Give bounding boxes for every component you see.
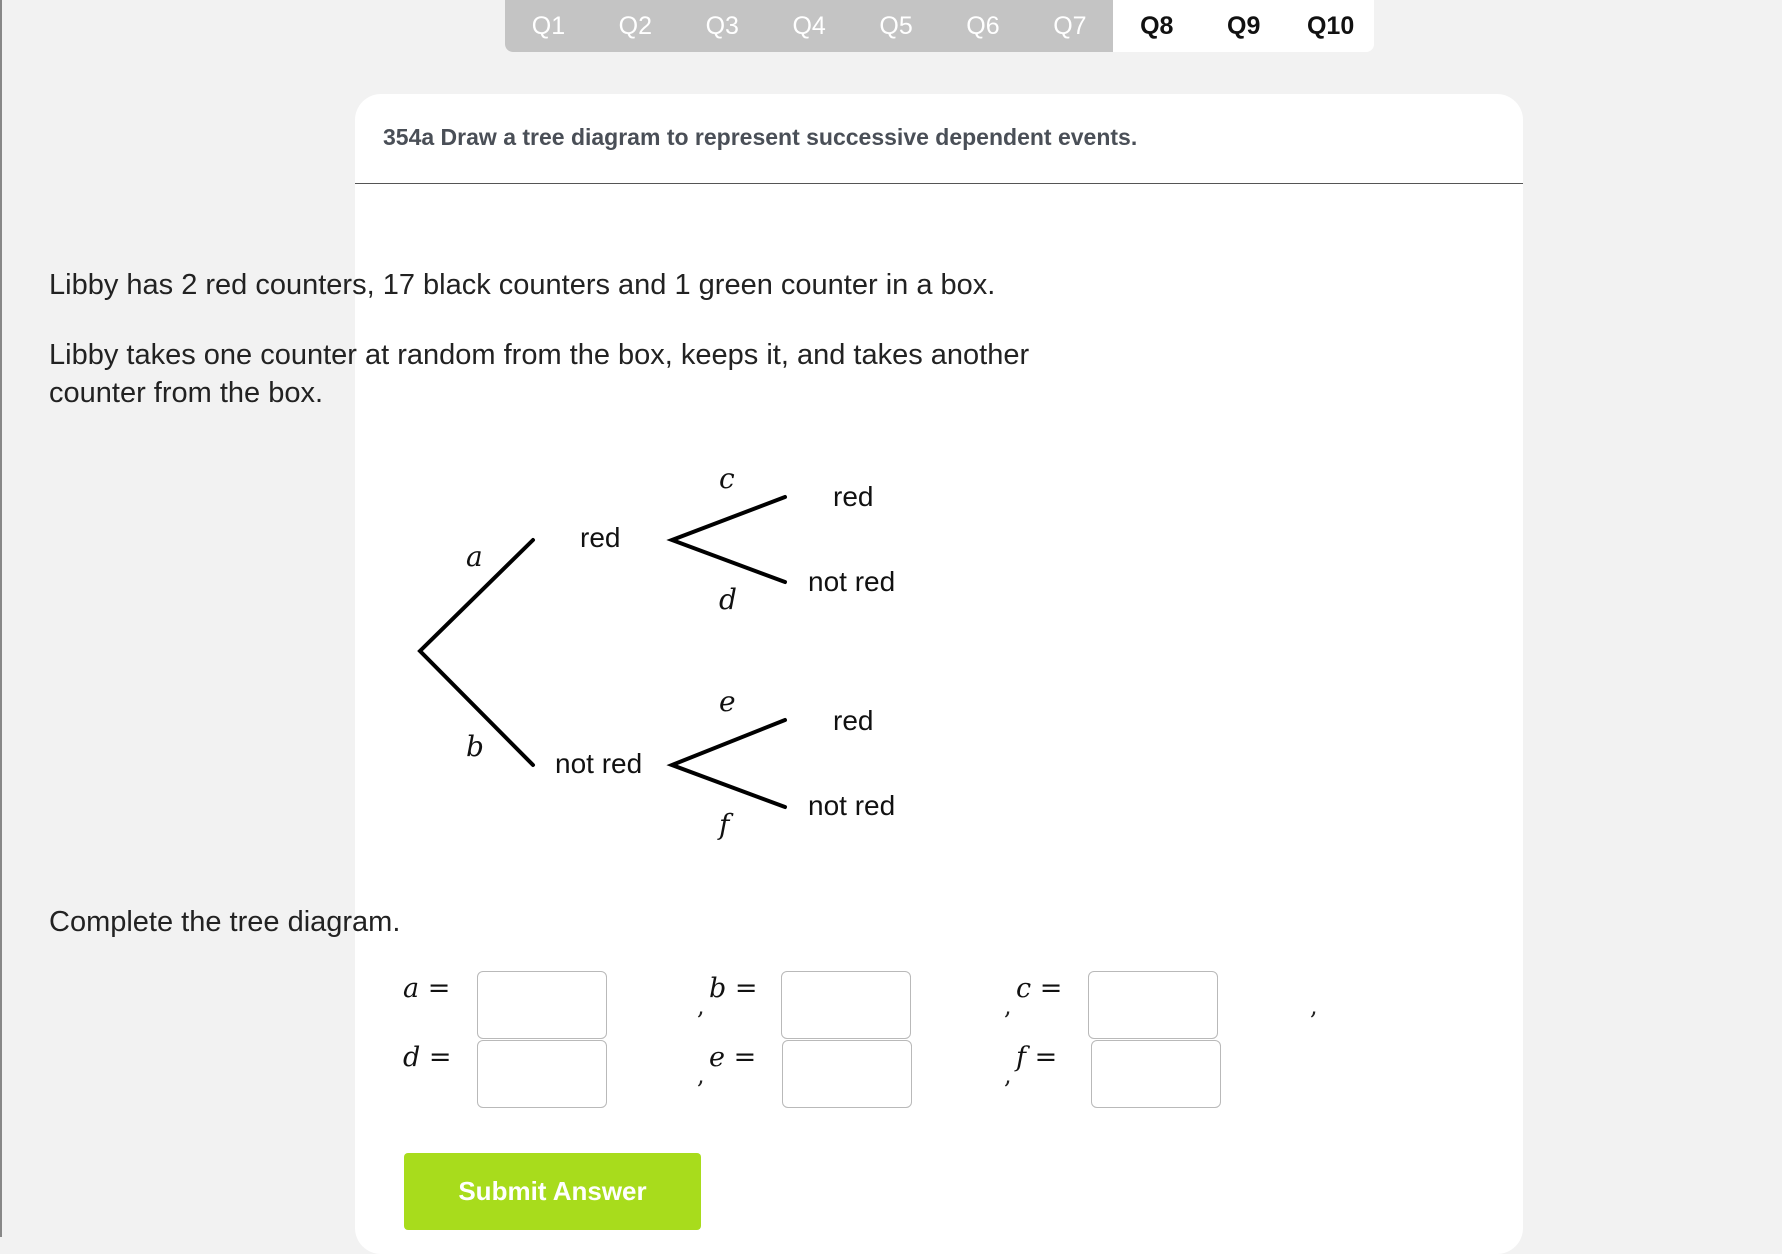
tab-q2[interactable]: Q2 (592, 0, 679, 52)
instruction-text: Complete the tree diagram. (49, 906, 401, 938)
tree-label-not-red-then-not-red: not red (808, 790, 896, 821)
answer-label-a: a = (403, 973, 451, 1004)
second-branch-bottom-lines (672, 720, 785, 807)
answer-label-d: d = (403, 1042, 452, 1073)
tree-label-red-then-not-red: not red (808, 566, 896, 597)
question-title: 354a Draw a tree diagram to represent successive dependent events. (383, 124, 1138, 150)
separator-comma: , (697, 1061, 705, 1089)
tab-q7[interactable]: Q7 (1026, 0, 1113, 52)
submit-answer-button[interactable]: Submit Answer (404, 1153, 701, 1230)
separator-comma: , (1004, 992, 1012, 1020)
answer-label-f: f = (1016, 1042, 1058, 1073)
tab-q3[interactable]: Q3 (679, 0, 766, 52)
tree-var-e: e (719, 685, 736, 718)
answer-f-input[interactable] (1091, 1040, 1221, 1108)
answer-b-input[interactable] (781, 971, 911, 1039)
separator-comma: , (697, 992, 705, 1020)
tree-label-first-not-red: not red (555, 748, 643, 779)
separator-comma: , (1004, 1061, 1012, 1089)
tab-q1[interactable]: Q1 (505, 0, 592, 52)
answer-a-input[interactable] (477, 971, 607, 1039)
title-divider (355, 183, 1523, 184)
tree-var-c: c (719, 462, 735, 495)
answer-label-b: b = (709, 973, 758, 1004)
answer-label-e: e = (709, 1042, 757, 1073)
left-border (0, 0, 2, 1237)
tab-q10[interactable]: Q10 (1287, 0, 1374, 52)
answer-e-input[interactable] (782, 1040, 912, 1108)
tree-var-f: f (719, 808, 730, 841)
tab-q4[interactable]: Q4 (766, 0, 853, 52)
question-tabs (505, 0, 1374, 52)
tab-q9[interactable]: Q9 (1200, 0, 1287, 52)
answer-c-input[interactable] (1088, 971, 1218, 1039)
tree-var-b: b (466, 730, 484, 763)
tab-q5[interactable]: Q5 (853, 0, 940, 52)
question-paragraph-1: Libby has 2 red counters, 17 black counters and 1 green counter in a box. (49, 269, 996, 301)
tab-q8[interactable]: Q8 (1113, 0, 1200, 52)
separator-comma: , (1310, 992, 1318, 1020)
tab-q6[interactable]: Q6 (940, 0, 1027, 52)
tree-var-d: d (719, 583, 737, 616)
answer-label-c: c = (1016, 973, 1063, 1004)
second-branch-top-lines (672, 497, 785, 582)
question-paragraph-2: Libby takes one counter at random from the box, keeps it, and takes another counter from the box. (49, 339, 1030, 409)
answer-d-input[interactable] (477, 1040, 607, 1108)
tree-label-red-then-red: red (833, 481, 874, 512)
tree-var-a: a (466, 540, 483, 573)
tree-label-first-red: red (580, 522, 621, 553)
tree-label-not-red-then-red: red (833, 705, 874, 736)
